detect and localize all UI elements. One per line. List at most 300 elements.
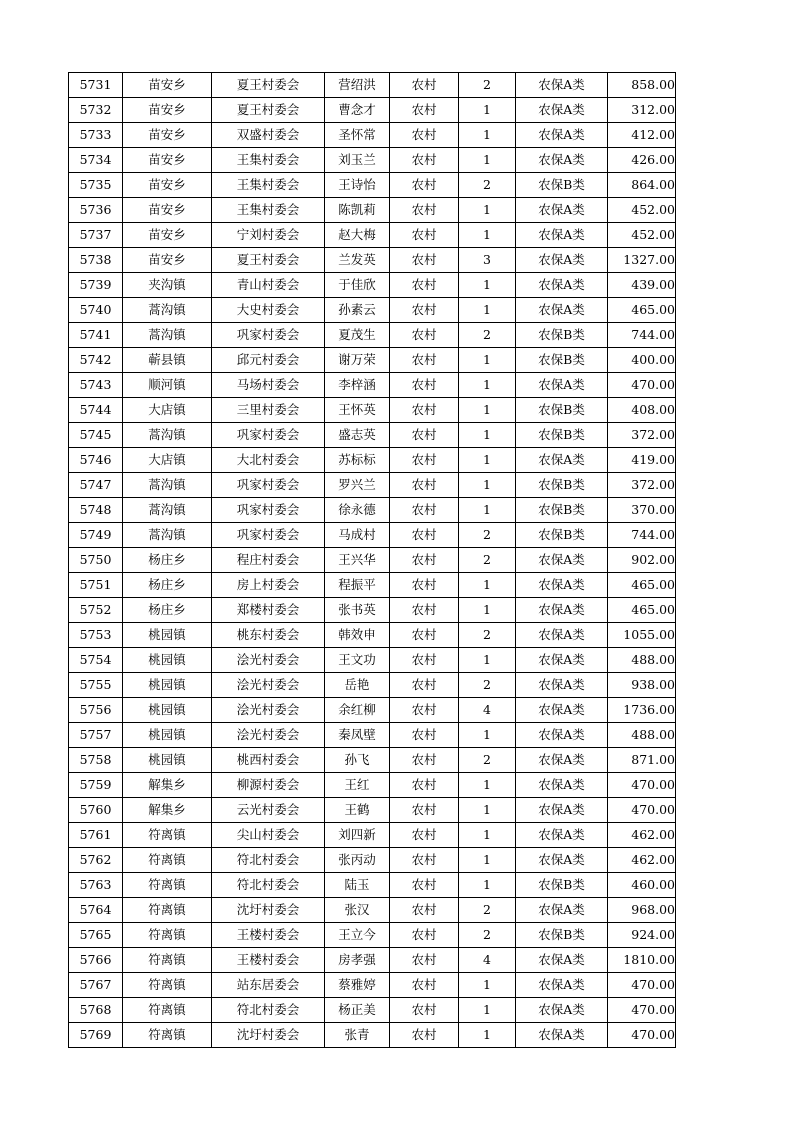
village-committee-cell: 夏王村委会	[212, 248, 325, 273]
area-type-cell: 农村	[390, 548, 459, 573]
town-cell: 符离镇	[123, 1023, 212, 1048]
amount-cell: 419.00	[608, 448, 676, 473]
town-cell: 桃园镇	[123, 748, 212, 773]
person-count-cell: 1	[459, 773, 516, 798]
town-cell: 夹沟镇	[123, 273, 212, 298]
insurance-class-cell: 农保A类	[516, 648, 608, 673]
area-type-cell: 农村	[390, 848, 459, 873]
person-count-cell: 1	[459, 598, 516, 623]
insurance-class-cell: 农保B类	[516, 398, 608, 423]
area-type-cell: 农村	[390, 748, 459, 773]
amount-cell: 426.00	[608, 148, 676, 173]
amount-cell: 452.00	[608, 223, 676, 248]
person-count-cell: 1	[459, 873, 516, 898]
row-number: 5732	[69, 98, 123, 123]
person-count-cell: 1	[459, 848, 516, 873]
table-row	[69, 73, 676, 98]
area-type-cell: 农村	[390, 423, 459, 448]
town-cell: 桃园镇	[123, 723, 212, 748]
person-count-cell: 1	[459, 98, 516, 123]
area-type-cell: 农村	[390, 98, 459, 123]
person-name-cell: 张汉	[325, 898, 390, 923]
row-number: 5766	[69, 948, 123, 973]
amount-cell: 1810.00	[608, 948, 676, 973]
row-number: 5737	[69, 223, 123, 248]
row-number: 5756	[69, 698, 123, 723]
village-committee-cell: 夏王村委会	[212, 73, 325, 98]
insurance-class-cell: 农保A类	[516, 723, 608, 748]
person-name-cell: 陆玉	[325, 873, 390, 898]
village-committee-cell: 三里村委会	[212, 398, 325, 423]
village-committee-cell: 大史村委会	[212, 298, 325, 323]
area-type-cell: 农村	[390, 948, 459, 973]
person-name-cell: 陈凯莉	[325, 198, 390, 223]
table-row	[69, 598, 676, 623]
area-type-cell: 农村	[390, 248, 459, 273]
town-cell: 桃园镇	[123, 698, 212, 723]
amount-cell: 452.00	[608, 198, 676, 223]
village-committee-cell: 浍光村委会	[212, 698, 325, 723]
amount-cell: 465.00	[608, 573, 676, 598]
town-cell: 桃园镇	[123, 648, 212, 673]
person-count-cell: 1	[459, 723, 516, 748]
area-type-cell: 农村	[390, 148, 459, 173]
area-type-cell: 农村	[390, 298, 459, 323]
amount-cell: 372.00	[608, 473, 676, 498]
row-number: 5765	[69, 923, 123, 948]
insurance-class-cell: 农保A类	[516, 373, 608, 398]
row-number: 5743	[69, 373, 123, 398]
town-cell: 蕲县镇	[123, 348, 212, 373]
person-name-cell: 王立今	[325, 923, 390, 948]
area-type-cell: 农村	[390, 198, 459, 223]
table-row	[69, 998, 676, 1023]
table-row	[69, 498, 676, 523]
table-row	[69, 948, 676, 973]
amount-cell: 370.00	[608, 498, 676, 523]
amount-cell: 412.00	[608, 123, 676, 148]
person-name-cell: 王兴华	[325, 548, 390, 573]
person-name-cell: 赵大梅	[325, 223, 390, 248]
village-committee-cell: 双盛村委会	[212, 123, 325, 148]
person-count-cell: 2	[459, 548, 516, 573]
person-name-cell: 王红	[325, 773, 390, 798]
insurance-class-cell: 农保A类	[516, 448, 608, 473]
row-number: 5742	[69, 348, 123, 373]
amount-cell: 372.00	[608, 423, 676, 448]
row-number: 5750	[69, 548, 123, 573]
village-committee-cell: 王楼村委会	[212, 923, 325, 948]
table-row	[69, 448, 676, 473]
village-committee-cell: 青山村委会	[212, 273, 325, 298]
row-number: 5738	[69, 248, 123, 273]
person-count-cell: 3	[459, 248, 516, 273]
town-cell: 符离镇	[123, 948, 212, 973]
amount-cell: 488.00	[608, 648, 676, 673]
village-committee-cell: 巩家村委会	[212, 423, 325, 448]
person-name-cell: 刘四新	[325, 823, 390, 848]
town-cell: 苗安乡	[123, 73, 212, 98]
area-type-cell: 农村	[390, 348, 459, 373]
person-name-cell: 张书英	[325, 598, 390, 623]
person-count-cell: 1	[459, 498, 516, 523]
row-number: 5736	[69, 198, 123, 223]
insurance-class-cell: 农保B类	[516, 923, 608, 948]
town-cell: 苗安乡	[123, 123, 212, 148]
person-count-cell: 1	[459, 823, 516, 848]
village-committee-cell: 巩家村委会	[212, 323, 325, 348]
table-row	[69, 223, 676, 248]
insurance-class-cell: 农保A类	[516, 573, 608, 598]
person-name-cell: 曹念才	[325, 98, 390, 123]
town-cell: 杨庄乡	[123, 598, 212, 623]
person-count-cell: 1	[459, 273, 516, 298]
area-type-cell: 农村	[390, 773, 459, 798]
row-number: 5735	[69, 173, 123, 198]
insurance-class-cell: 农保A类	[516, 198, 608, 223]
person-count-cell: 2	[459, 73, 516, 98]
person-count-cell: 1	[459, 798, 516, 823]
person-count-cell: 1	[459, 648, 516, 673]
insurance-class-cell: 农保A类	[516, 623, 608, 648]
person-name-cell: 兰发英	[325, 248, 390, 273]
village-committee-cell: 符北村委会	[212, 873, 325, 898]
insurance-class-cell: 农保A类	[516, 548, 608, 573]
row-number: 5739	[69, 273, 123, 298]
amount-cell: 400.00	[608, 348, 676, 373]
row-number: 5749	[69, 523, 123, 548]
insurance-class-cell: 农保B类	[516, 423, 608, 448]
table-row	[69, 398, 676, 423]
table-row	[69, 848, 676, 873]
table-row	[69, 573, 676, 598]
village-committee-cell: 巩家村委会	[212, 498, 325, 523]
village-committee-cell: 邱元村委会	[212, 348, 325, 373]
person-count-cell: 1	[459, 423, 516, 448]
row-number: 5744	[69, 398, 123, 423]
row-number: 5755	[69, 673, 123, 698]
insurance-class-cell: 农保A类	[516, 748, 608, 773]
town-cell: 蒿沟镇	[123, 298, 212, 323]
town-cell: 符离镇	[123, 848, 212, 873]
row-number: 5758	[69, 748, 123, 773]
records-table	[68, 72, 676, 1048]
amount-cell: 470.00	[608, 373, 676, 398]
area-type-cell: 农村	[390, 723, 459, 748]
person-count-cell: 1	[459, 448, 516, 473]
amount-cell: 408.00	[608, 398, 676, 423]
person-count-cell: 1	[459, 348, 516, 373]
area-type-cell: 农村	[390, 448, 459, 473]
person-name-cell: 张丙动	[325, 848, 390, 873]
amount-cell: 470.00	[608, 998, 676, 1023]
person-count-cell: 1	[459, 973, 516, 998]
table-row	[69, 173, 676, 198]
row-number: 5769	[69, 1023, 123, 1048]
row-number: 5754	[69, 648, 123, 673]
person-name-cell: 岳艳	[325, 673, 390, 698]
person-name-cell: 韩效申	[325, 623, 390, 648]
person-name-cell: 张青	[325, 1023, 390, 1048]
village-committee-cell: 桃西村委会	[212, 748, 325, 773]
table-row	[69, 248, 676, 273]
person-count-cell: 1	[459, 148, 516, 173]
town-cell: 大店镇	[123, 448, 212, 473]
row-number: 5751	[69, 573, 123, 598]
area-type-cell: 农村	[390, 398, 459, 423]
row-number: 5768	[69, 998, 123, 1023]
row-number: 5764	[69, 898, 123, 923]
insurance-class-cell: 农保A类	[516, 798, 608, 823]
village-committee-cell: 郑楼村委会	[212, 598, 325, 623]
area-type-cell: 农村	[390, 623, 459, 648]
row-number: 5733	[69, 123, 123, 148]
village-committee-cell: 宁刘村委会	[212, 223, 325, 248]
amount-cell: 312.00	[608, 98, 676, 123]
person-name-cell: 谢万荣	[325, 348, 390, 373]
town-cell: 苗安乡	[123, 198, 212, 223]
row-number: 5752	[69, 598, 123, 623]
person-count-cell: 2	[459, 523, 516, 548]
town-cell: 杨庄乡	[123, 573, 212, 598]
person-count-cell: 2	[459, 173, 516, 198]
insurance-class-cell: 农保A类	[516, 98, 608, 123]
insurance-class-cell: 农保B类	[516, 473, 608, 498]
person-name-cell: 营绍洪	[325, 73, 390, 98]
amount-cell: 1327.00	[608, 248, 676, 273]
amount-cell: 871.00	[608, 748, 676, 773]
person-name-cell: 圣怀常	[325, 123, 390, 148]
village-committee-cell: 符北村委会	[212, 998, 325, 1023]
village-committee-cell: 王集村委会	[212, 198, 325, 223]
amount-cell: 470.00	[608, 1023, 676, 1048]
insurance-class-cell: 农保A类	[516, 823, 608, 848]
town-cell: 符离镇	[123, 998, 212, 1023]
row-number: 5740	[69, 298, 123, 323]
table-body	[69, 73, 676, 1048]
amount-cell: 470.00	[608, 773, 676, 798]
town-cell: 蒿沟镇	[123, 323, 212, 348]
area-type-cell: 农村	[390, 523, 459, 548]
area-type-cell: 农村	[390, 323, 459, 348]
person-name-cell: 苏标标	[325, 448, 390, 473]
row-number: 5734	[69, 148, 123, 173]
village-committee-cell: 马场村委会	[212, 373, 325, 398]
insurance-class-cell: 农保A类	[516, 298, 608, 323]
person-name-cell: 蔡雅婷	[325, 973, 390, 998]
row-number: 5731	[69, 73, 123, 98]
person-name-cell: 马成村	[325, 523, 390, 548]
person-name-cell: 于佳欣	[325, 273, 390, 298]
table-row	[69, 148, 676, 173]
table-row	[69, 273, 676, 298]
town-cell: 解集乡	[123, 773, 212, 798]
person-count-cell: 2	[459, 923, 516, 948]
village-committee-cell: 房上村委会	[212, 573, 325, 598]
village-committee-cell: 王楼村委会	[212, 948, 325, 973]
town-cell: 蒿沟镇	[123, 498, 212, 523]
person-name-cell: 王文功	[325, 648, 390, 673]
area-type-cell: 农村	[390, 598, 459, 623]
person-name-cell: 余红柳	[325, 698, 390, 723]
person-name-cell: 李梓涵	[325, 373, 390, 398]
person-name-cell: 刘玉兰	[325, 148, 390, 173]
row-number: 5759	[69, 773, 123, 798]
row-number: 5753	[69, 623, 123, 648]
area-type-cell: 农村	[390, 373, 459, 398]
village-committee-cell: 浍光村委会	[212, 673, 325, 698]
amount-cell: 460.00	[608, 873, 676, 898]
person-name-cell: 杨正美	[325, 998, 390, 1023]
amount-cell: 465.00	[608, 298, 676, 323]
insurance-class-cell: 农保B类	[516, 173, 608, 198]
village-committee-cell: 王集村委会	[212, 148, 325, 173]
amount-cell: 744.00	[608, 323, 676, 348]
person-name-cell: 孙飞	[325, 748, 390, 773]
table-row	[69, 748, 676, 773]
row-number: 5746	[69, 448, 123, 473]
town-cell: 解集乡	[123, 798, 212, 823]
village-committee-cell: 浍光村委会	[212, 648, 325, 673]
table-row	[69, 798, 676, 823]
village-committee-cell: 王集村委会	[212, 173, 325, 198]
area-type-cell: 农村	[390, 798, 459, 823]
amount-cell: 488.00	[608, 723, 676, 748]
village-committee-cell: 桃东村委会	[212, 623, 325, 648]
amount-cell: 1736.00	[608, 698, 676, 723]
insurance-class-cell: 农保A类	[516, 973, 608, 998]
insurance-class-cell: 农保B类	[516, 498, 608, 523]
town-cell: 苗安乡	[123, 248, 212, 273]
person-count-cell: 2	[459, 323, 516, 348]
area-type-cell: 农村	[390, 173, 459, 198]
person-name-cell: 徐永德	[325, 498, 390, 523]
table-row	[69, 523, 676, 548]
area-type-cell: 农村	[390, 123, 459, 148]
row-number: 5767	[69, 973, 123, 998]
person-count-cell: 2	[459, 748, 516, 773]
insurance-class-cell: 农保A类	[516, 848, 608, 873]
area-type-cell: 农村	[390, 823, 459, 848]
town-cell: 大店镇	[123, 398, 212, 423]
insurance-class-cell: 农保A类	[516, 223, 608, 248]
table-row	[69, 773, 676, 798]
person-count-cell: 1	[459, 398, 516, 423]
village-committee-cell: 程庄村委会	[212, 548, 325, 573]
row-number: 5757	[69, 723, 123, 748]
table-row	[69, 823, 676, 848]
area-type-cell: 农村	[390, 648, 459, 673]
person-name-cell: 夏茂生	[325, 323, 390, 348]
table-row	[69, 648, 676, 673]
town-cell: 符离镇	[123, 973, 212, 998]
insurance-class-cell: 农保A类	[516, 998, 608, 1023]
area-type-cell: 农村	[390, 698, 459, 723]
table-row	[69, 898, 676, 923]
village-committee-cell: 沈圩村委会	[212, 1023, 325, 1048]
insurance-class-cell: 农保B类	[516, 323, 608, 348]
person-count-cell: 1	[459, 198, 516, 223]
area-type-cell: 农村	[390, 873, 459, 898]
table-row	[69, 423, 676, 448]
person-count-cell: 4	[459, 698, 516, 723]
town-cell: 蒿沟镇	[123, 423, 212, 448]
person-count-cell: 1	[459, 223, 516, 248]
amount-cell: 858.00	[608, 73, 676, 98]
town-cell: 符离镇	[123, 823, 212, 848]
area-type-cell: 农村	[390, 998, 459, 1023]
amount-cell: 864.00	[608, 173, 676, 198]
insurance-class-cell: 农保A类	[516, 123, 608, 148]
insurance-class-cell: 农保A类	[516, 598, 608, 623]
table-row	[69, 673, 676, 698]
amount-cell: 462.00	[608, 848, 676, 873]
table-row	[69, 348, 676, 373]
row-number: 5747	[69, 473, 123, 498]
insurance-class-cell: 农保A类	[516, 948, 608, 973]
area-type-cell: 农村	[390, 473, 459, 498]
amount-cell: 465.00	[608, 598, 676, 623]
row-number: 5762	[69, 848, 123, 873]
insurance-class-cell: 农保A类	[516, 248, 608, 273]
person-count-cell: 2	[459, 898, 516, 923]
table-row	[69, 1023, 676, 1048]
person-count-cell: 1	[459, 573, 516, 598]
village-committee-cell: 柳源村委会	[212, 773, 325, 798]
town-cell: 桃园镇	[123, 673, 212, 698]
village-committee-cell: 沈圩村委会	[212, 898, 325, 923]
insurance-class-cell: 农保B类	[516, 348, 608, 373]
area-type-cell: 农村	[390, 973, 459, 998]
amount-cell: 470.00	[608, 973, 676, 998]
village-committee-cell: 夏王村委会	[212, 98, 325, 123]
town-cell: 桃园镇	[123, 623, 212, 648]
village-committee-cell: 浍光村委会	[212, 723, 325, 748]
person-count-cell: 4	[459, 948, 516, 973]
row-number: 5745	[69, 423, 123, 448]
table-row	[69, 198, 676, 223]
person-count-cell: 1	[459, 998, 516, 1023]
insurance-class-cell: 农保B类	[516, 873, 608, 898]
area-type-cell: 农村	[390, 673, 459, 698]
table-row	[69, 723, 676, 748]
town-cell: 符离镇	[123, 923, 212, 948]
person-name-cell: 秦凤壁	[325, 723, 390, 748]
table-row	[69, 373, 676, 398]
town-cell: 苗安乡	[123, 98, 212, 123]
person-count-cell: 1	[459, 1023, 516, 1048]
insurance-class-cell: 农保B类	[516, 523, 608, 548]
town-cell: 杨庄乡	[123, 548, 212, 573]
person-name-cell: 盛志英	[325, 423, 390, 448]
person-name-cell: 王鹤	[325, 798, 390, 823]
town-cell: 苗安乡	[123, 148, 212, 173]
amount-cell: 470.00	[608, 798, 676, 823]
row-number: 5763	[69, 873, 123, 898]
area-type-cell: 农村	[390, 1023, 459, 1048]
table-row	[69, 123, 676, 148]
row-number: 5741	[69, 323, 123, 348]
person-count-cell: 2	[459, 673, 516, 698]
person-name-cell: 王怀英	[325, 398, 390, 423]
town-cell: 顺河镇	[123, 373, 212, 398]
person-count-cell: 1	[459, 473, 516, 498]
person-count-cell: 1	[459, 123, 516, 148]
village-committee-cell: 巩家村委会	[212, 473, 325, 498]
amount-cell: 462.00	[608, 823, 676, 848]
insurance-class-cell: 农保A类	[516, 673, 608, 698]
person-count-cell: 1	[459, 298, 516, 323]
